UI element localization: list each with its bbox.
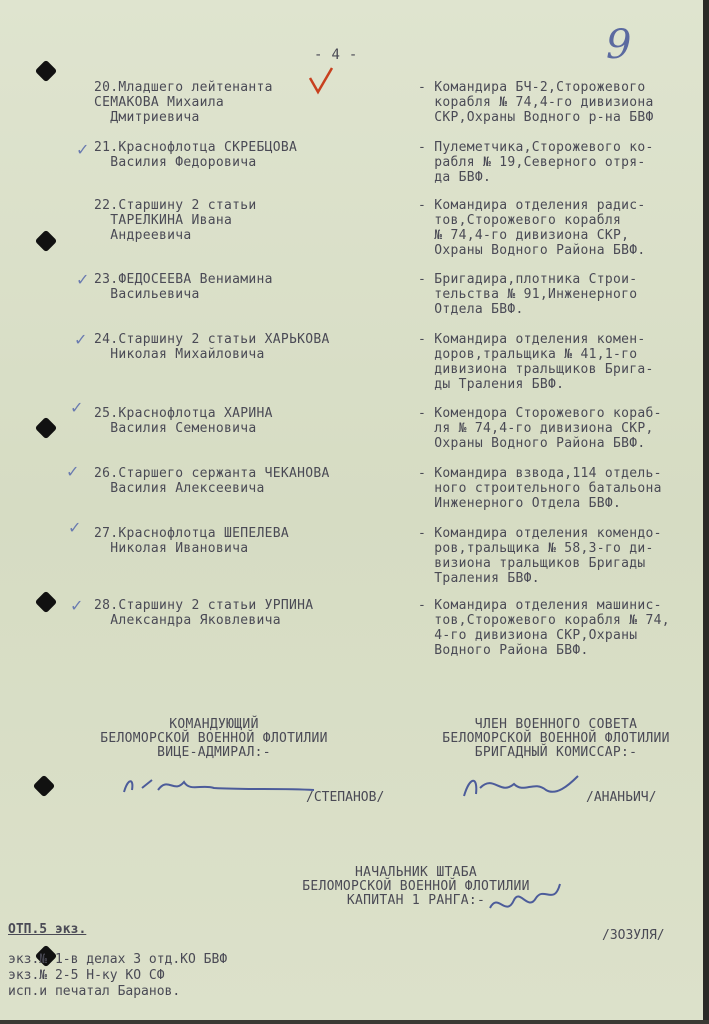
entry-23-name: 23.ФЕДОСЕЕВА Вениамина Васильевича (94, 272, 273, 302)
entry-27-position: - Командира отделения комендо- ров,тральщика № 58,3-го ди- визиона тральщиков Бригады Траления БВФ. (418, 526, 662, 586)
entry-26-position: - Командира взвода,114 отдель- ного строительного батальона Инженерного Отдела БВФ. (418, 466, 662, 511)
check-icon: ✓ (74, 330, 88, 349)
punch-hole (35, 591, 58, 614)
commander-name: /СТЕПАНОВ/ (306, 790, 385, 805)
entry-21-position: - Пулеметчика,Сторожевого ко- рабля № 19,Северного отря- да БВФ. (418, 140, 654, 185)
folio-number: 9 (606, 22, 632, 68)
punch-hole (35, 417, 58, 440)
check-icon: ✓ (70, 596, 84, 615)
entry-25-name: 25.Краснофлотца ХАРИНА Василия Семеновича (94, 406, 273, 436)
scan-edge-bottom (0, 1020, 709, 1024)
entry-26-name: 26.Старшего сержанта ЧЕКАНОВА Василия Алексеевича (94, 466, 330, 496)
punch-hole (35, 230, 58, 253)
council-title-block: ЧЛЕН ВОЕННОГО СОВЕТА БЕЛОМОРСКОЙ ВОЕННОЙ ФЛОТИЛИИ БРИГАДНЫЙ КОМИССАР:- (442, 717, 670, 760)
entry-24-position: - Командира отделения комен- доров,тральщика № 41,1-го дивизиона тральщиков Брига- ды Траления БВФ. (418, 332, 654, 392)
chief-of-staff-name: /ЗОЗУЛЯ/ (602, 928, 665, 943)
entry-28-position: - Командира отделения машинис- тов,Сторожевого корабля № 74, 4-го дивизиона СКР,Охраны Водного Района БВФ. (418, 598, 670, 658)
entry-24-name: 24.Старшину 2 статьи ХАРЬКОВА Николая Михайловича (94, 332, 330, 362)
check-icon: ✓ (66, 462, 80, 481)
punch-hole (33, 775, 56, 798)
commander-signature (118, 770, 318, 804)
council-signature (460, 770, 590, 810)
entry-20-name: 20.Младшего лейтенанта СЕМАКОВА Михаила Дмитриевича (94, 80, 273, 125)
entry-20-position: - Командира БЧ-2,Сторожевого корабля № 74,4-го дивизиона СКР,Охраны Водного р-на БВФ (418, 80, 654, 125)
commander-title-block: КОМАНДУЮЩИЙ БЕЛОМОРСКОЙ ВОЕННОЙ ФЛОТИЛИИ ВИЦЕ-АДМИРАЛ:- (100, 717, 328, 760)
entry-27-name: 27.Краснофлотца ШЕПЕЛЕВА Николая Ивановича (94, 526, 290, 556)
entry-28-name: 28.Старшину 2 статьи УРПИНА Александра Яковлевича (94, 598, 314, 628)
chief-of-staff-title-block: НАЧАЛЬНИК ШТАБА БЕЛОМОРСКОЙ ВОЕННОЙ ФЛОТИЛИИ КАПИТАН 1 РАНГА:- (302, 865, 530, 908)
check-icon: ✓ (76, 140, 90, 159)
council-name: /АНАНЬИЧ/ (586, 790, 657, 805)
executor-line: исп.и печатал Баранов. (8, 984, 181, 999)
distribution-line-2: экз.№ 2-5 Н-ку КО СФ (8, 968, 165, 983)
check-icon: ✓ (68, 518, 82, 537)
entry-22-name: 22.Старшину 2 статьи ТАРЕЛКИНА Ивана Андреевича (94, 198, 257, 243)
entry-21-name: 21.Краснофлотца СКРЕБЦОВА Василия Федоровича (94, 140, 298, 170)
distribution-line-1: экз.№ 1-в делах 3 отд.КО БВФ (8, 952, 228, 967)
red-check-icon (308, 66, 334, 96)
punch-hole (35, 60, 58, 83)
check-icon: ✓ (76, 270, 90, 289)
entry-22-position: - Командира отделения радис- тов,Сторожевого корабля № 74,4-го дивизиона СКР, Охраны Водного Района БВФ. (418, 198, 646, 258)
entry-23-position: - Бригадира,плотника Строи- тельства № 91,Инженерного Отдела БВФ. (418, 272, 638, 317)
page-number: - 4 - (314, 47, 358, 63)
scan-edge-right (703, 0, 709, 1024)
check-icon: ✓ (70, 398, 84, 417)
chief-of-staff-signature (484, 878, 564, 924)
copies-count: ОТП.5 экз. (8, 922, 87, 937)
entry-25-position: - Комендора Сторожевого кораб- ля № 74,4-го дивизиона СКР, Охраны Водного Района БВФ. (418, 406, 662, 451)
